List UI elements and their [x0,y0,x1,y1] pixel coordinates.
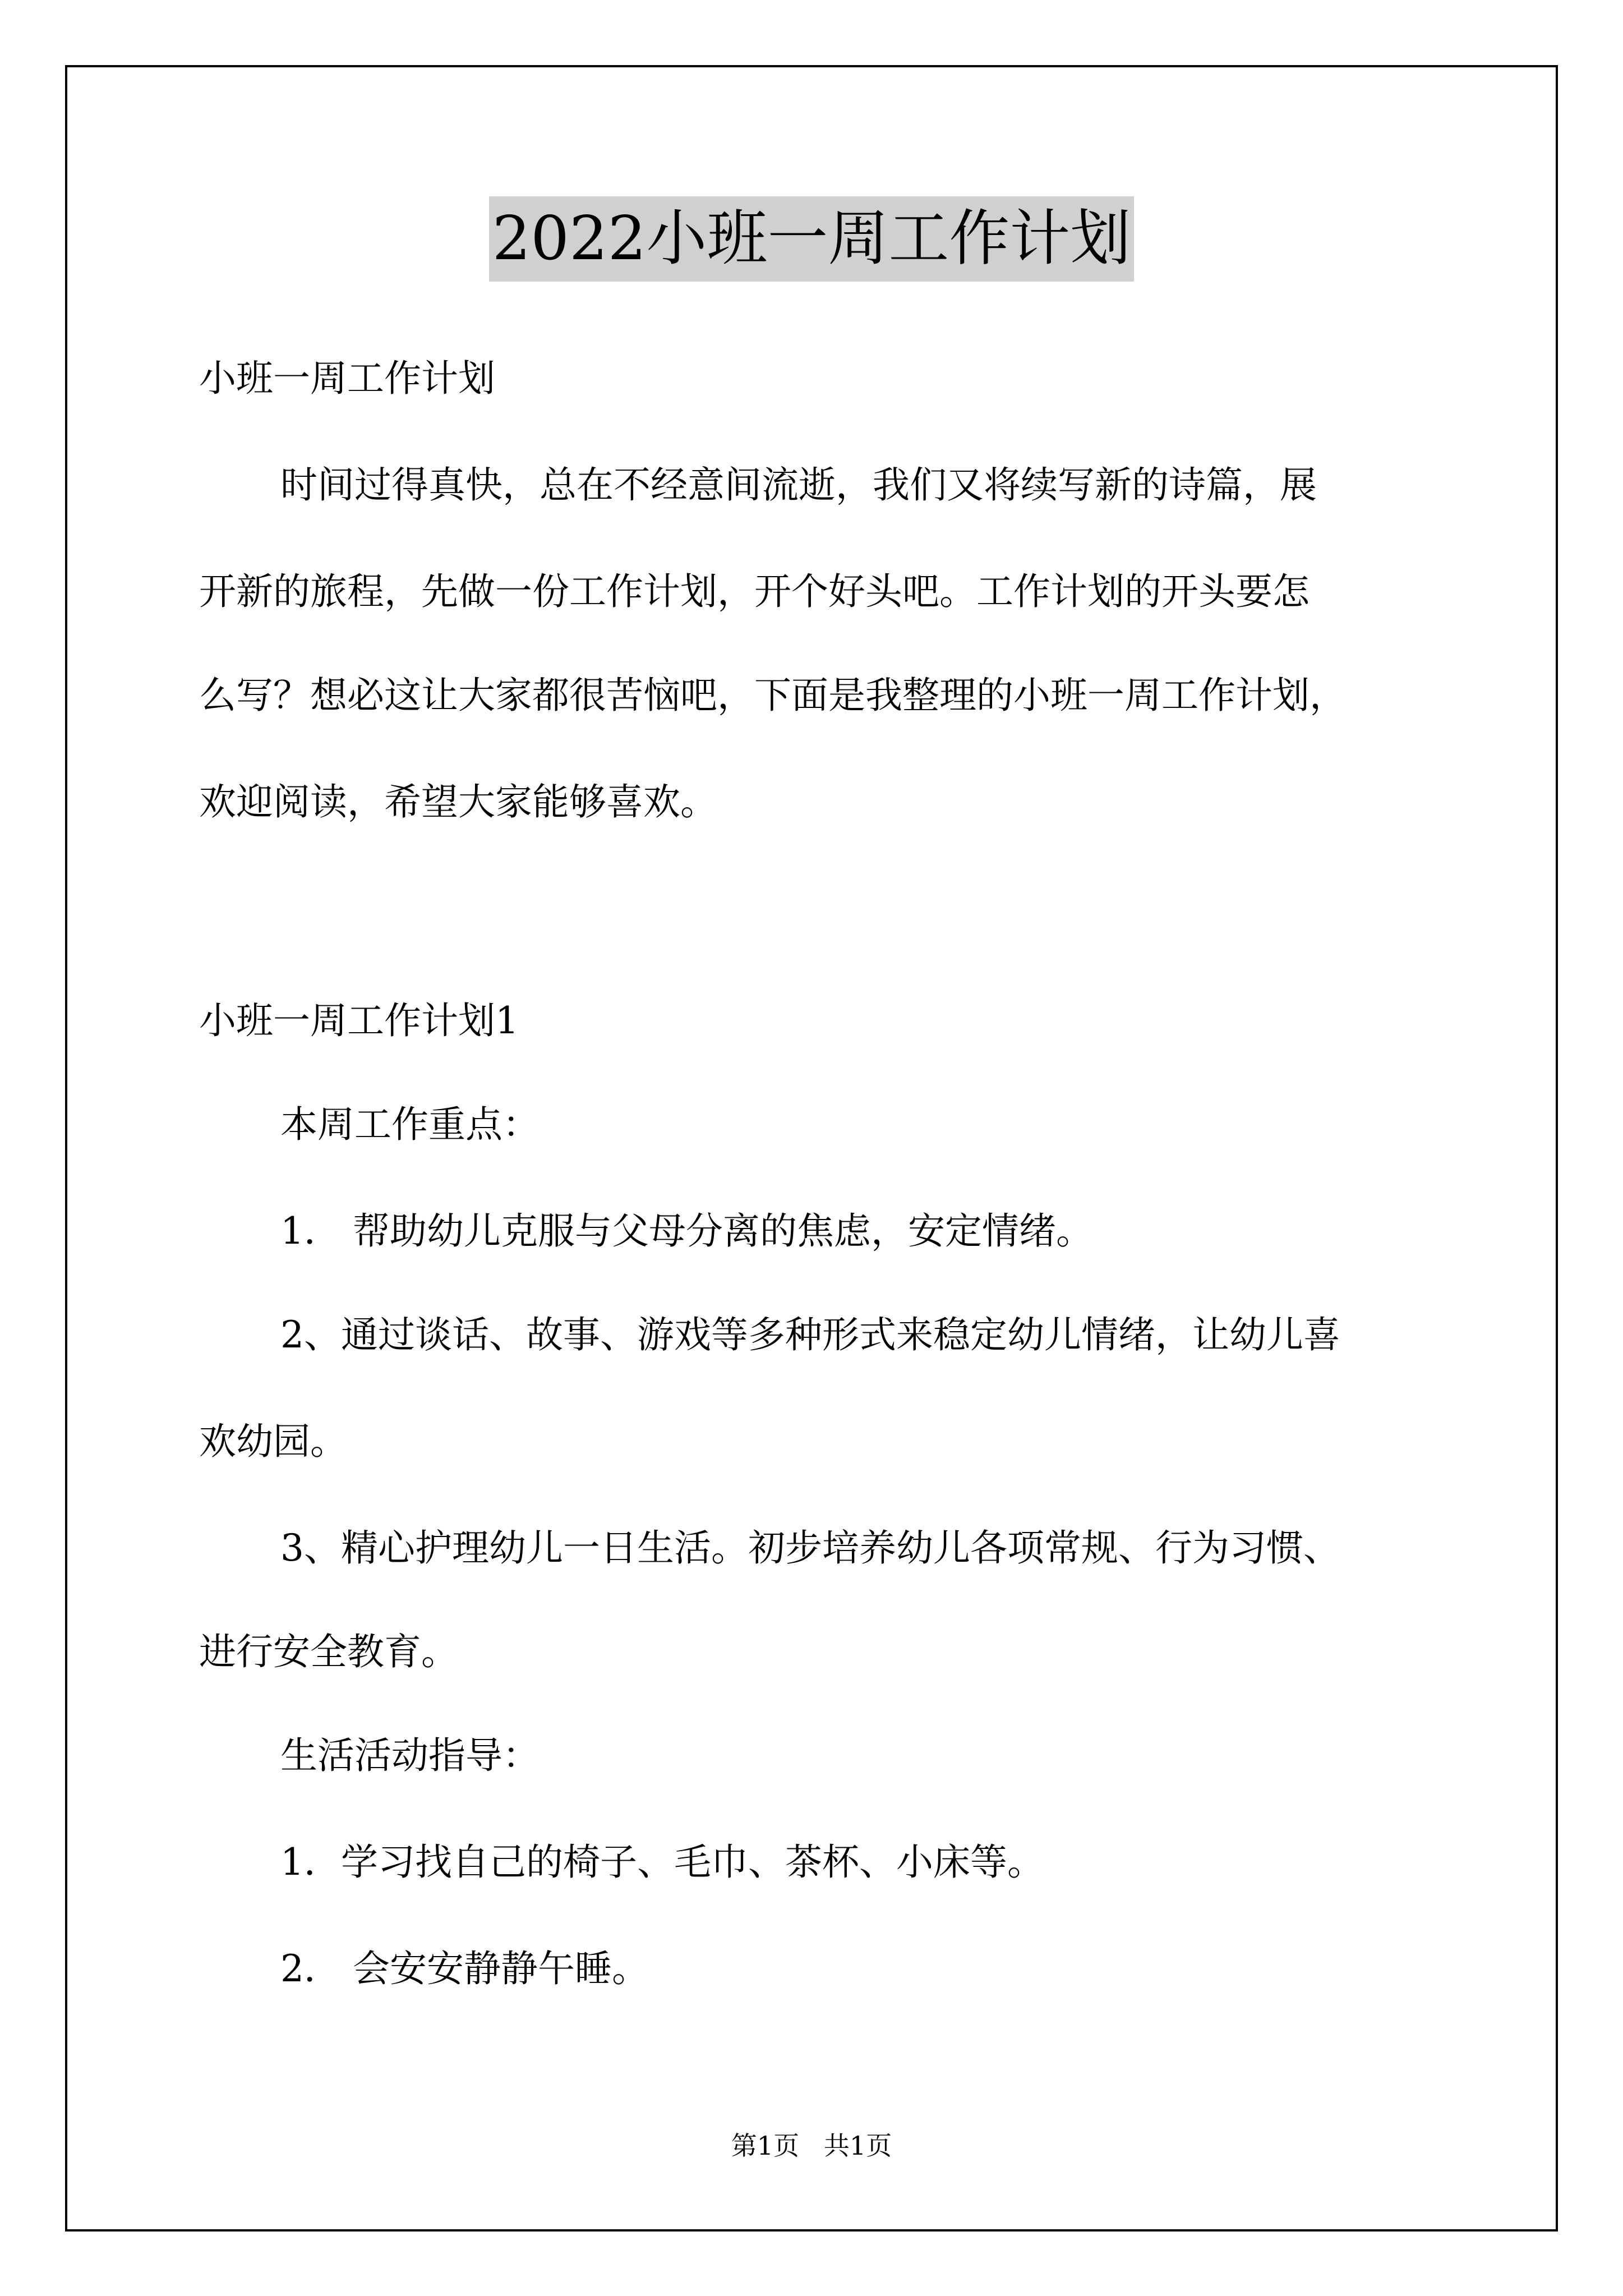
focus-item-1: 1． 帮助幼儿克服与父母分离的焦虑，安定情绪。 [280,1209,1093,1253]
life-item-2: 2． 会安安静静午睡。 [280,1947,649,1990]
intro-line-1: 时间过得真快，总在不经意间流逝，我们又将续写新的诗篇，展 [280,463,1317,507]
life-item-1: 1．学习找自己的椅子、毛巾、茶杯、小床等。 [280,1841,1044,1884]
subtitle: 小班一周工作计划 [199,357,495,400]
document-title: 2022小班一周工作计划 [489,196,1135,282]
focus-item-2-line-2: 欢幼园。 [199,1420,347,1463]
focus-item-2-line-1: 2、通过谈话、故事、游戏等多种形式来稳定幼儿情绪，让幼儿喜 [280,1313,1340,1356]
document-title-container [0,196,1623,282]
life-heading: 生活活动指导： [280,1734,540,1777]
focus-item-3-line-1: 3、精心护理幼儿一日生活。初步培养幼儿各项常规、行为习惯、 [280,1526,1340,1570]
page-number: 第1页 共1页 [731,2131,892,2161]
intro-line-4: 欢迎阅读，希望大家能够喜欢。 [199,780,717,823]
intro-line-2: 开新的旅程，先做一份工作计划，开个好头吧。工作计划的开头要怎 [199,570,1310,613]
focus-heading: 本周工作重点： [280,1103,540,1146]
intro-line-3: 么写？想必这让大家都很苦恼吧，下面是我整理的小班一周工作计划， [199,674,1347,717]
focus-item-3-line-2: 进行安全教育。 [199,1630,458,1673]
section-heading: 小班一周工作计划1 [199,999,519,1042]
